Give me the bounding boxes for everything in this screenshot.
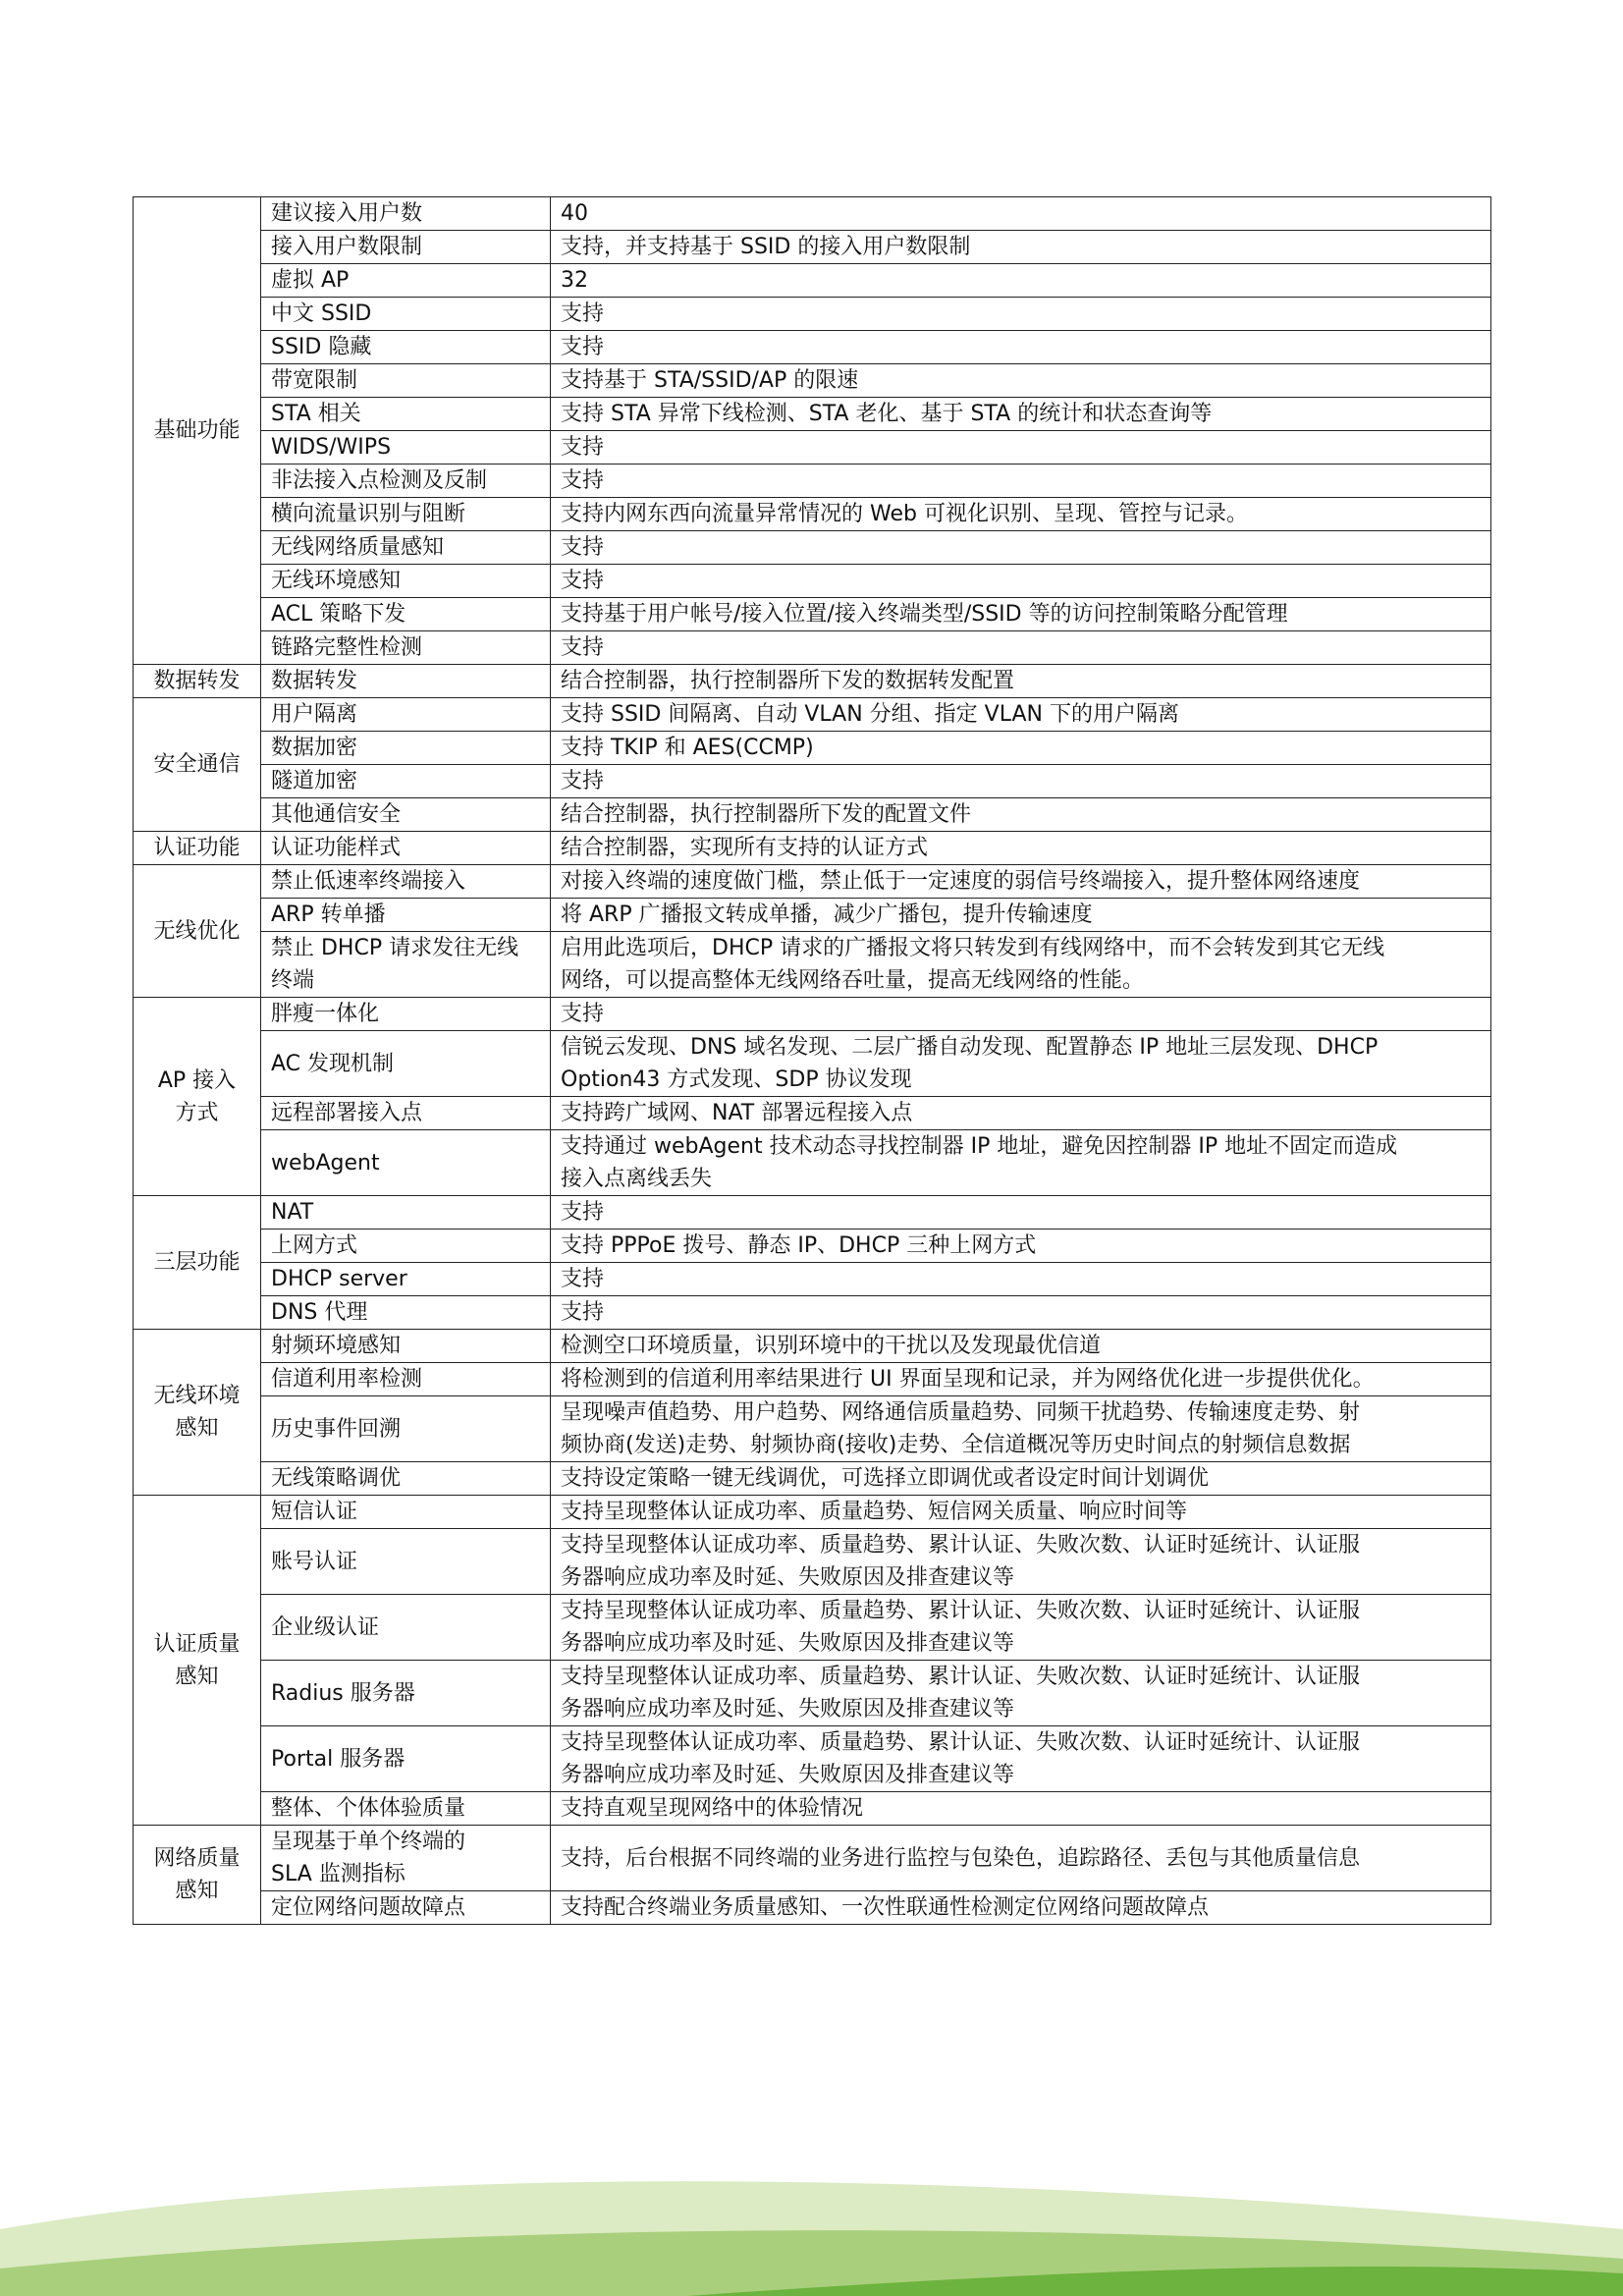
spec-table <box>133 196 1491 1925</box>
category-cell: 三层功能 <box>134 1196 261 1330</box>
footer-wave-decoration <box>0 2160 1623 2296</box>
description-cell: 支持直观呈现网络中的体验情况 <box>551 1792 1491 1826</box>
feature-cell: 横向流量识别与阻断 <box>261 498 551 531</box>
table-row <box>134 531 1491 565</box>
feature-cell: 远程部署接入点 <box>261 1097 551 1130</box>
feature-cell: 隧道加密 <box>261 765 551 798</box>
description-cell: 呈现噪声值趋势、用户趋势、网络通信质量趋势、同频干扰趋势、传输速度走势、射 频协商(发送)走势、射频协商(接收)走势、全信道概况等历史时间点的射频信息数据 <box>551 1396 1491 1462</box>
table-row <box>134 1296 1491 1330</box>
table-row <box>134 231 1491 264</box>
table-row <box>134 899 1491 932</box>
description-cell: 支持 <box>551 331 1491 364</box>
table-row <box>134 798 1491 832</box>
table-row <box>134 665 1491 698</box>
feature-cell: SSID 隐藏 <box>261 331 551 364</box>
description-cell: 支持 <box>551 298 1491 331</box>
table-row <box>134 1031 1491 1097</box>
spec-table-body <box>134 197 1491 1925</box>
table-row <box>134 1826 1491 1891</box>
feature-cell: Radius 服务器 <box>261 1661 551 1726</box>
feature-cell: 数据加密 <box>261 732 551 765</box>
description-cell: 结合控制器，执行控制器所下发的配置文件 <box>551 798 1491 832</box>
description-cell: 支持内网东西向流量异常情况的 Web 可视化识别、呈现、管控与记录。 <box>551 498 1491 531</box>
category-cell: 认证功能 <box>134 832 261 865</box>
description-cell: 支持 <box>551 465 1491 498</box>
table-row <box>134 1263 1491 1296</box>
table-row <box>134 1726 1491 1792</box>
description-cell: 支持 PPPoE 拨号、静态 IP、DHCP 三种上网方式 <box>551 1230 1491 1263</box>
table-row <box>134 631 1491 665</box>
table-row <box>134 364 1491 398</box>
description-cell: 信锐云发现、DNS 域名发现、二层广播自动发现、配置静态 IP 地址三层发现、DHCP Option43 方式发现、SDP 协议发现 <box>551 1031 1491 1097</box>
description-cell: 支持呈现整体认证成功率、质量趋势、累计认证、失败次数、认证时延统计、认证服 务器响应成功率及时延、失败原因及排查建议等 <box>551 1726 1491 1792</box>
feature-cell: 射频环境感知 <box>261 1330 551 1363</box>
table-row <box>134 1097 1491 1130</box>
table-row <box>134 765 1491 798</box>
description-cell: 支持，后台根据不同终端的业务进行监控与包染色，追踪路径、丢包与其他质量信息 <box>551 1826 1491 1891</box>
description-cell: 支持 <box>551 631 1491 665</box>
description-cell: 支持基于 STA/SSID/AP 的限速 <box>551 364 1491 398</box>
description-cell: 支持 <box>551 765 1491 798</box>
feature-cell: 中文 SSID <box>261 298 551 331</box>
description-cell: 将检测到的信道利用率结果进行 UI 界面呈现和记录，并为网络优化进一步提供优化。 <box>551 1363 1491 1396</box>
description-cell: 支持 TKIP 和 AES(CCMP) <box>551 732 1491 765</box>
table-row <box>134 865 1491 899</box>
table-row <box>134 565 1491 598</box>
feature-cell: Portal 服务器 <box>261 1726 551 1792</box>
category-cell: 安全通信 <box>134 698 261 832</box>
description-cell: 启用此选项后，DHCP 请求的广播报文将只转发到有线网络中，而不会转发到其它无线 网络，可以提高整体无线网络吞吐量，提高无线网络的性能。 <box>551 932 1491 998</box>
description-cell: 支持 STA 异常下线检测、STA 老化、基于 STA 的统计和状态查询等 <box>551 398 1491 431</box>
feature-cell: WIDS/WIPS <box>261 431 551 465</box>
description-cell: 32 <box>551 264 1491 298</box>
table-row <box>134 1396 1491 1462</box>
description-cell: 支持 <box>551 1263 1491 1296</box>
description-cell: 支持 <box>551 565 1491 598</box>
feature-cell: 无线网络质量感知 <box>261 531 551 565</box>
table-row <box>134 1196 1491 1230</box>
table-row <box>134 331 1491 364</box>
table-row <box>134 1230 1491 1263</box>
description-cell: 40 <box>551 197 1491 231</box>
table-row <box>134 1130 1491 1196</box>
table-row <box>134 298 1491 331</box>
description-cell: 支持呈现整体认证成功率、质量趋势、累计认证、失败次数、认证时延统计、认证服 务器响应成功率及时延、失败原因及排查建议等 <box>551 1661 1491 1726</box>
feature-cell: ARP 转单播 <box>261 899 551 932</box>
feature-cell: 无线环境感知 <box>261 565 551 598</box>
description-cell: 支持呈现整体认证成功率、质量趋势、短信网关质量、响应时间等 <box>551 1496 1491 1529</box>
feature-cell: STA 相关 <box>261 398 551 431</box>
table-row <box>134 197 1491 231</box>
category-cell: 无线环境 感知 <box>134 1330 261 1496</box>
description-cell: 支持 <box>551 1296 1491 1330</box>
feature-cell: 禁止低速率终端接入 <box>261 865 551 899</box>
table-row <box>134 1595 1491 1661</box>
table-row <box>134 698 1491 732</box>
table-row <box>134 998 1491 1031</box>
table-row <box>134 932 1491 998</box>
description-cell: 支持呈现整体认证成功率、质量趋势、累计认证、失败次数、认证时延统计、认证服 务器响应成功率及时延、失败原因及排查建议等 <box>551 1595 1491 1661</box>
table-row <box>134 498 1491 531</box>
table-row <box>134 1363 1491 1396</box>
feature-cell: NAT <box>261 1196 551 1230</box>
feature-cell: 数据转发 <box>261 665 551 698</box>
feature-cell: DHCP server <box>261 1263 551 1296</box>
feature-cell: 虚拟 AP <box>261 264 551 298</box>
table-row <box>134 1891 1491 1925</box>
category-cell: 无线优化 <box>134 865 261 998</box>
category-cell: 认证质量 感知 <box>134 1496 261 1826</box>
table-row <box>134 598 1491 631</box>
table-row <box>134 1661 1491 1726</box>
category-cell: 基础功能 <box>134 197 261 665</box>
feature-cell: 定位网络问题故障点 <box>261 1891 551 1925</box>
description-cell: 支持配合终端业务质量感知、一次性联通性检测定位网络问题故障点 <box>551 1891 1491 1925</box>
description-cell: 对接入终端的速度做门槛，禁止低于一定速度的弱信号终端接入，提升整体网络速度 <box>551 865 1491 899</box>
category-cell: AP 接入 方式 <box>134 998 261 1196</box>
description-cell: 结合控制器，执行控制器所下发的数据转发配置 <box>551 665 1491 698</box>
feature-cell: AC 发现机制 <box>261 1031 551 1097</box>
feature-cell: 胖瘦一体化 <box>261 998 551 1031</box>
description-cell: 支持 <box>551 431 1491 465</box>
description-cell: 支持通过 webAgent 技术动态寻找控制器 IP 地址，避免因控制器 IP 地址不固定而造成 接入点离线丢失 <box>551 1130 1491 1196</box>
feature-cell: 非法接入点检测及反制 <box>261 465 551 498</box>
description-cell: 支持 <box>551 531 1491 565</box>
feature-cell: DNS 代理 <box>261 1296 551 1330</box>
feature-cell: 链路完整性检测 <box>261 631 551 665</box>
category-cell: 网络质量 感知 <box>134 1826 261 1925</box>
table-row <box>134 465 1491 498</box>
description-cell: 检测空口环境质量，识别环境中的干扰以及发现最优信道 <box>551 1330 1491 1363</box>
table-row <box>134 1330 1491 1363</box>
description-cell: 支持 <box>551 1196 1491 1230</box>
feature-cell: 短信认证 <box>261 1496 551 1529</box>
feature-cell: 整体、个体体验质量 <box>261 1792 551 1826</box>
table-row <box>134 1462 1491 1496</box>
feature-cell: 接入用户数限制 <box>261 231 551 264</box>
description-cell: 支持跨广域网、NAT 部署远程接入点 <box>551 1097 1491 1130</box>
feature-cell: 禁止 DHCP 请求发往无线 终端 <box>261 932 551 998</box>
feature-cell: 用户隔离 <box>261 698 551 732</box>
table-row <box>134 732 1491 765</box>
table-row <box>134 832 1491 865</box>
feature-cell: 账号认证 <box>261 1529 551 1595</box>
description-cell: 将 ARP 广播报文转成单播，减少广播包，提升传输速度 <box>551 899 1491 932</box>
table-row <box>134 264 1491 298</box>
table-row <box>134 1496 1491 1529</box>
feature-cell: 呈现基于单个终端的 SLA 监测指标 <box>261 1826 551 1891</box>
table-row <box>134 1529 1491 1595</box>
feature-cell: 无线策略调优 <box>261 1462 551 1496</box>
feature-cell: webAgent <box>261 1130 551 1196</box>
description-cell: 结合控制器，实现所有支持的认证方式 <box>551 832 1491 865</box>
table-row <box>134 431 1491 465</box>
description-cell: 支持 <box>551 998 1491 1031</box>
feature-cell: 认证功能样式 <box>261 832 551 865</box>
category-cell: 数据转发 <box>134 665 261 698</box>
feature-cell: 信道利用率检测 <box>261 1363 551 1396</box>
feature-cell: 建议接入用户数 <box>261 197 551 231</box>
description-cell: 支持 SSID 间隔离、自动 VLAN 分组、指定 VLAN 下的用户隔离 <box>551 698 1491 732</box>
feature-cell: ACL 策略下发 <box>261 598 551 631</box>
feature-cell: 其他通信安全 <box>261 798 551 832</box>
description-cell: 支持，并支持基于 SSID 的接入用户数限制 <box>551 231 1491 264</box>
feature-cell: 历史事件回溯 <box>261 1396 551 1462</box>
table-row <box>134 398 1491 431</box>
table-row <box>134 1792 1491 1826</box>
description-cell: 支持设定策略一键无线调优，可选择立即调优或者设定时间计划调优 <box>551 1462 1491 1496</box>
feature-cell: 企业级认证 <box>261 1595 551 1661</box>
feature-cell: 带宽限制 <box>261 364 551 398</box>
description-cell: 支持呈现整体认证成功率、质量趋势、累计认证、失败次数、认证时延统计、认证服 务器响应成功率及时延、失败原因及排查建议等 <box>551 1529 1491 1595</box>
feature-cell: 上网方式 <box>261 1230 551 1263</box>
description-cell: 支持基于用户帐号/接入位置/接入终端类型/SSID 等的访问控制策略分配管理 <box>551 598 1491 631</box>
